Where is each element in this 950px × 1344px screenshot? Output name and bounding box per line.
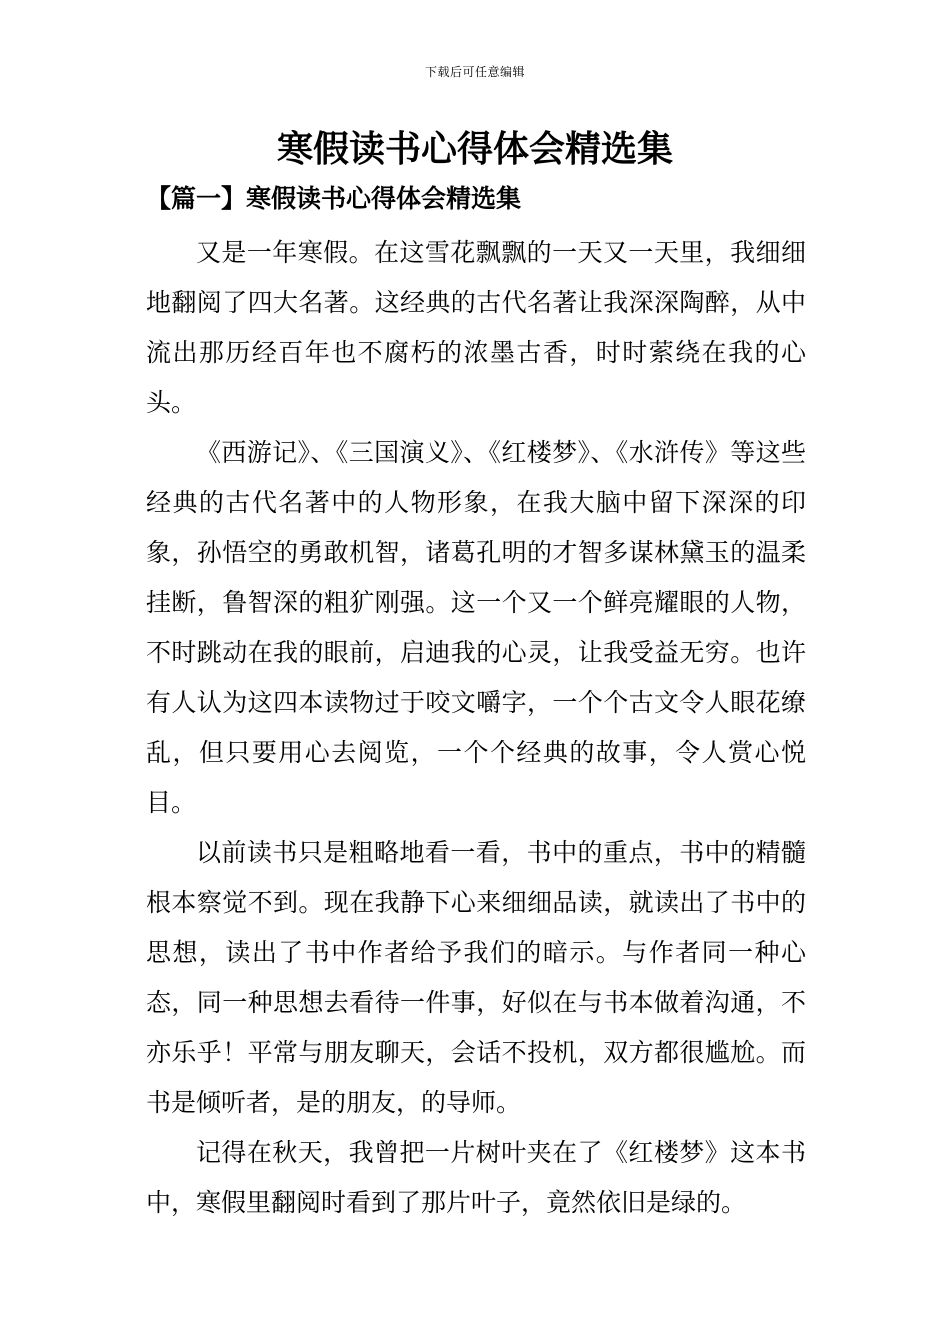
document-title: 寒假读书心得体会精选集 (276, 128, 673, 170)
paragraph-4: 记得在秋天，我曾把一片树叶夹在了《红楼梦》这本书中，寒假里翻阅时看到了那片叶子，竟然依旧是绿的。 (146, 1138, 806, 1217)
document-body (146, 228, 806, 1228)
paragraph-2: 《西游记》、《三国演义》、《红楼梦》、《水浒传》等这些经典的古代名著中的人物形象，在我大脑中留下深深的印象，孙悟空的勇敢机智，诸葛孔明的才智多谋林黛玉的温柔挂断，鲁智深的粗犷刚强。这一个又一个鲜亮耀眼的人物，不时跳动在我的眼前，启迪我的心灵，让我受益无穷。也许有人认为这四本读物过于咬文嚼字，一个个古文令人眼花缭乱，但只要用心去阅览，一个个经典的故事，令人赏心悦目。 (146, 438, 806, 817)
paragraph-3: 以前读书只是粗略地看一看，书中的重点，书中的精髓根本察觉不到。现在我静下心来细细品读，就读出了书中的思想，读出了书中作者给予我们的暗示。与作者同一种心态，同一种思想去看待一件事，好似在与书本做着沟通，不亦乐乎！平常与朋友聊天，会话不投机，双方都很尴尬。而书是倾听者，是的朋友，的导师。 (146, 838, 806, 1117)
header-note: 下载后可任意编辑 (424, 65, 525, 79)
paragraph-1: 又是一年寒假。在这雪花飘飘的一天又一天里，我细细地翻阅了四大名著。这经典的古代名著让我深深陶醉，从中流出那历经百年也不腐朽的浓墨古香，时时萦绕在我的心头。 (146, 238, 806, 417)
section-title: 【篇一】寒假读书心得体会精选集 (146, 184, 522, 213)
